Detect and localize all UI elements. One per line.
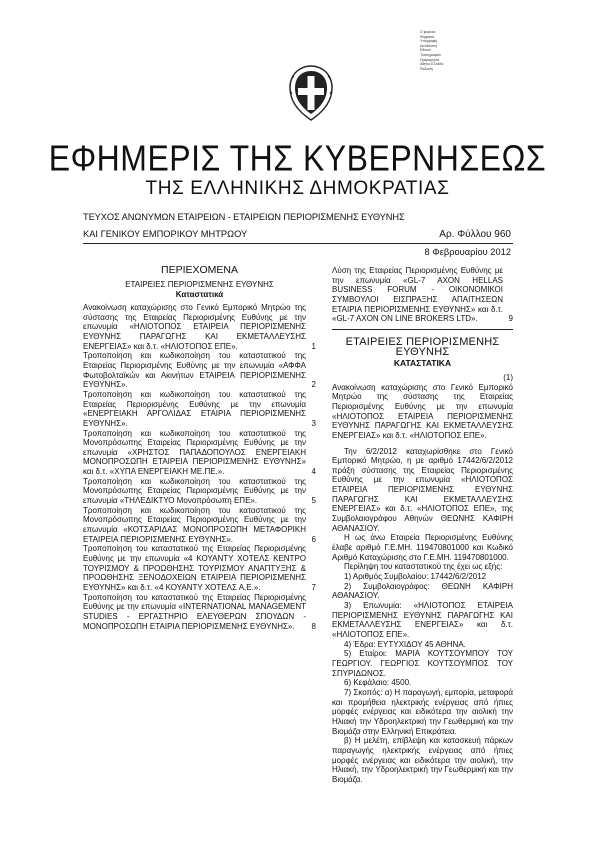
summary-item: 3) Επωνυμία: «ΗΛΙΟΤΟΠΟΣ ΕΤΑΙΡΕΙΑ ΠΕΡΙΟΡΙΣΜΕΝΗΣ ΕΥΘΥΝΗΣ ΠΑΡΑΓΩΓΗΣ ΚΑΙ ΕΚΜΕΤΑΛΛΕΥΣΗΣ ΕΝΕΡΓΕΙΑΣ» και δ.τ. «ΗΛΙΟΤΟΠΟΣ ΕΠΕ». [332, 601, 513, 639]
toc-entry[interactable] [83, 303, 316, 351]
toc-entry[interactable] [83, 593, 316, 632]
summary-item: β) Η μελέτη, επίβλεψη και κατασκευή πάρκων παραγωγής ηλεκτρικής ενέργειας από ήπιες μορφές ενέργειας και ειδικότερα την αιολική, την Ηλιακή, την Υδροηλεκτρική την Γεωθερμική και την Βιομάζα. [332, 736, 513, 784]
toc-entry-text: Λύση της Εταιρείας Περιορισμένης Ευθύνης με την επωνυμία «GL-7 AXON HELLAS BUSINESS FORUM - ΟΙΚΟΝΟΜΙΚΟΙ ΣΥΜΒΟΥΛΟΙ ΕΙΣΠΡΑΞΗΣ ΑΠΑΙΤΗΣΕΩΝ ΕΤΑΙΡΙΑ ΠΕΡΙΟΡΙΣΜΕΝΗΣ ΕΥΘΥΝΗΣ» και δ.τ. «GL-7 AXON ON LINE BROKERS LTD». [332, 266, 503, 324]
toc-entry-page: 7 [311, 583, 316, 592]
stamp-line: Υπογραφή [420, 39, 438, 44]
stamp-line: Ψηφιακά [420, 34, 435, 39]
stamp-line: Διεύθυνση [420, 43, 437, 48]
toc-entry-text: Τροποποίηση και κωδικοποίηση του καταστατικού της Εταιρείας Περιορισμένης Ευθύνης με την επωνυμία «ΕΝΕΡΓΕΙΑΚΗ ΑΡΓΟΛΙΔΑΣ ΕΤΑΙΡΙΑ ΠΕΡΙΟΡΙΣΜΕΝΗΣ ΕΥΘΥΝΗΣ». [83, 389, 306, 428]
gazette-subtitle: ΤΗΣ ΕΛΛΗΝΙΚΗΣ ΔΗΜΟΚΡΑΤΙΑΣ [145, 178, 450, 199]
digital-signature-stamp [420, 30, 480, 71]
issue-date: 8 Φεβρουαρίου 2012 [424, 247, 511, 257]
toc-entry[interactable] [83, 390, 316, 429]
issue-number: Αρ. Φύλλου 960 [439, 229, 511, 240]
summary-item: 1) Αριθμός Συμβολαίου: 17442/6/2/2012 [344, 572, 487, 582]
toc-entry-text: Ανακοίνωση καταχώρισης στο Γενικό Εμπορικό Μητρώο της σύστασης της Εταιρείας Περιορισμένης Ευθύνης με την επωνυμία «ΗΛΙΟΤΟΠΟΣ ΕΤΑΙΡΕΙΑ ΠΕΡΙΟΡΙΣΜΕΝΗΣ ΕΥΘΥΝΗΣ ΠΑΡΑΓΩΓΗΣ ΚΑΙ ΕΚΜΕΤΑΛΛΕΥΣΗΣ ΕΝΕΡΓΕΙΑΣ» και δ.τ. «ΗΛΙΟΤΟΠΟΣ ΕΠΕ». [83, 302, 306, 351]
series-line-1: ΤΕΥΧΟΣ ΑΝΩΝΥΜΩΝ ΕΤΑΙΡΕΙΩΝ - ΕΤΑΙΡΕΙΩΝ ΠΕΡΙΟΡΙΣΜΕΝΗΣ ΕΥΘΥΝΗΣ [83, 212, 405, 222]
gazette-title: ΕΦΗΜΕΡΙΣ ΤΗΣ ΚΥΒΕΡΝΗΣΕΩΣ [48, 137, 547, 179]
toc-entry-page: 4 [311, 467, 316, 477]
section-title: ΕΤΑΙΡΕΙΕΣ ΠΕΡΙΟΡΙΣΜΕΝΗΣ ΕΥΘΥΝΗΣ [345, 335, 500, 358]
toc-section: ΕΤΑΙΡΕΙΕΣ ΠΕΡΙΟΡΙΣΜΕΝΗΣ ΕΥΘΥΝΗΣ [125, 279, 274, 289]
toc-entry-text: Τροποποίηση του καταστατικού της Εταιρείας Περιορισμένης Ευθύνης με την επωνυμία «INTERNATIONAL MANAGEMENT STUDIES - ΕΡΓΑΣΤΗΡΙΟ ΕΛΕΥΘΕΡΩΝ ΣΠΟΥΔΩΝ - ΜΟΝΟΠΡΟΣΩΠΗ ΕΤΑΙΡΙΑ ΠΕΡΙΟΡΙΣΜΕΝΗΣ ΕΥΘΥΝΗΣ». [83, 592, 306, 631]
toc-entry-text: Τροποποίηση και κωδικοποίηση του καταστατικού της Εταιρείας Περιορισμένης Ευθύνης με την επωνυμία «ΑΦΦΑ Φωτοβολταϊκών και Ακινήτων ΕΤΑΙΡΕΙΑ ΠΕΡΙΟΡΙΣΜΕΝΗΣ ΕΥΘΥΝΗΣ». [83, 351, 306, 390]
stamp-line: Ημερομηνία [420, 57, 440, 62]
stamp-line: Ο φορέας [420, 30, 436, 34]
toc-entry-text: Τροποποίηση και κωδικοποίηση του καταστατικού της Μονοπρόσωπης Εταιρείας Περιορισμένης Ευθύνης με την επωνυμία «ΚΟΤΣΑΡΙΔΑΣ ΜΟΝΟΠΡΟΣΩΠΗ ΜΕΤΑΦΟΡΙΚΗ ΕΤΑΙΡΕΙΑ ΠΕΡΙΟΡΙΣΜΕΝΗΣ ΕΥΘΥΝΗΣ». [83, 505, 306, 544]
header-rule [83, 243, 513, 244]
toc-entry-page: 2 [311, 380, 316, 390]
toc-entry[interactable] [83, 506, 316, 545]
toc-column [83, 266, 316, 631]
greek-coat-of-arms-icon [286, 64, 336, 122]
toc-entry-continued[interactable] [332, 266, 513, 324]
notice-number: (1) [503, 372, 513, 382]
body-column [332, 266, 513, 784]
stamp-line: Τυπογραφείο [420, 52, 441, 57]
toc-entry[interactable] [83, 477, 316, 506]
toc-subsection: Καταστατικά [175, 290, 224, 300]
toc-entry-page: 8 [311, 621, 316, 631]
toc-entry-page: 1 [311, 341, 316, 351]
toc-entry-text: Τροποποίηση του καταστατικού της Εταιρείας Περιορισμένης Ευθύνης με την επωνυμία «4 ΚΟΥΑΝΤΥ ΧΟΤΕΛΣ ΚΕΝΤΡΟ ΤΟΥΡΙΣΜΟΥ & ΠΡΟΩΘΗΣΗΣ ΤΟΥΡΙΣΜΟΥ ΑΝΑΠΤΥΞΗΣ & ΠΡΟΩΘΗΣΗΣ ΞΕΝΟΔΟΧΕΙΩΝ ΕΤΑΙΡΕΙΑ ΠΕΡΙΟΡΙΣΜΕΝΗΣ ΕΥΘΥΝΗΣ» και δ.τ. «4 ΚΟΥΑΝΤΥ ΧΟΤΕΛΣ Α.Ε.». [83, 544, 306, 592]
toc-entry-text: Τροποποίηση και κωδικοποίηση του καταστατικού της Μονοπρόσωπης Εταιρείας Περιορισμένης Ευθύνης με την επωνυμία «ΤΗΛΕΔΙΚΤΥΟ Μονοπρόσωπη ΕΠΕ». [83, 476, 306, 506]
toc-entry-page: 3 [311, 418, 316, 428]
notice-paragraph: Η ως άνω Εταιρεία Περιορισμένης Ευθύνης έλαβε αριθμό Γ.Ε.ΜΗ. 119470801000 και Κωδικό Αριθμό Καταχώρισης στο Γ.Ε.ΜΗ. 119470801000. [332, 533, 513, 562]
toc-end-rule [332, 329, 513, 330]
toc-entry-page: 5 [311, 496, 316, 506]
summary-item: 6) Κεφάλαιο: 4500. [344, 678, 412, 688]
notice-heading: Ανακοίνωση καταχώρισης στο Γενικό Εμπορικό Μητρώο της σύστασης της Εταιρείας Περιορισμένης Ευθύνης με την επωνυμία «ΗΛΙΟΤΟΠΟΣ ΕΤΑΙΡΕΙΑ ΠΕΡΙΟΡΙΣΜΕΝΗΣ ΕΥΘΥΝΗΣ ΠΑΡΑΓΩΓΗΣ ΚΑΙ ΕΚΜΕΤΑΛΛΕΥΣΗΣ ΕΝΕΡΓΕΙΑΣ» και δ.τ. «ΗΛΙΟΤΟΠΟΣ ΕΠΕ». [332, 382, 513, 440]
notice-paragraph: Την 6/2/2012 καταχωρίσθηκε στο Γενικό Εμπορικό Μητρώο, η με αριθμό 17442/6/2/2012 πράξη σύστασης της Εταιρείας Περιορισμένης Ευθύνης με την επωνυμία «ΗΛΙΟΤΟΠΟΣ ΕΤΑΙΡΕΙΑ ΠΕΡΙΟΡΙΣΜΕΝΗΣ ΕΥΘΥΝΗΣ ΠΑΡΑΓΩΓΗΣ ΚΑΙ ΕΚΜΕΤΑΛΛΕΥΣΗΣ ΕΝΕΡΓΕΙΑΣ» και δ.τ. «ΗΛΙΟΤΟΠΟΣ ΕΠΕ», της Συμβολαιογράφου Αθηνών ΘΕΩΝΗΣ ΚΑΦΙΡΗ ΑΘΑΝΑΣΙΟΥ. [332, 446, 513, 533]
summary-item: 4) Έδρα: ΕΥΤΥΧΙΔΟΥ 45 ΑΘΗΝΑ. [344, 639, 466, 649]
toc-entry[interactable] [83, 544, 316, 592]
toc-entry-page: 6 [311, 534, 316, 544]
toc-entry-page: 9 [508, 314, 513, 324]
notice-paragraph: Περίληψη του καταστατικού της έχει ως εξής: [344, 562, 503, 572]
toc-entry-text: Τροποποίηση και κωδικοποίηση του καταστατικού της Μονοπρόσωπης Εταιρείας Περιορισμένης Ευθύνης με την επωνυμία «ΧΡΗΣΤΟΣ ΠΑΠΑΔΟΠΟΥΛΟΣ ΕΝΕΡΓΕΙΑΚΗ ΜΟΝΟΠΡΟΣΩΠΗ ΕΤΑΙΡΕΙΑ ΠΕΡΙΟΡΙΣΜΕΝΗΣ ΕΥΘΥΝΗΣ» και δ.τ. «ΧΥΠΑ ΕΝΕΡΓΕΙΑΚΗ ΜΕ.ΠΕ.». [83, 428, 306, 477]
stamp-line: Έκδοση [420, 66, 433, 71]
summary-item: 5) Εταίροι: ΜΑΡΙΑ ΚΟΥΤΣΟΥΜΠΟΥ ΤΟΥ ΓΕΩΡΓΙΟΥ. ΓΕΩΡΓΙΟΣ ΚΟΥΤΣΟΥΜΠΟΣ ΤΟΥ ΣΠΥΡΙΔΩΝΟΣ. [332, 649, 513, 678]
stamp-line: Αθήνα Ελλάδα [420, 62, 444, 67]
stamp-line: Εθνικό [420, 48, 431, 53]
summary-item: 7) Σκοπός: α) Η παραγωγή, εμπορία, μεταφορά και προμήθεια ηλεκτρικής ενέργειας από ήπιες μορφές ενέργειας και ειδικότερα την αιολική την Ηλιακή την Υδροηλεκτρική την Γεωθερμική και την Βιομάζα στην Ελληνική Επικράτεια. [332, 687, 513, 736]
series-line-2: ΚΑΙ ΓΕΝΙΚΟΥ ΕΜΠΟΡΙΚΟΥ ΜΗΤΡΩΟΥ [83, 229, 248, 239]
toc-title: ΠΕΡΙΕΧΟΜΕΝΑ [160, 264, 239, 276]
section-subtitle: ΚΑΤΑΣΤΑΤΙΚΑ [393, 358, 452, 369]
summary-item: 2) Συμβολαιογράφος: ΘΕΩΝΗ ΚΑΦΙΡΗ ΑΘΑΝΑΣΙΟΥ. [332, 581, 513, 601]
toc-entry[interactable] [83, 351, 316, 390]
toc-entry[interactable] [83, 429, 316, 477]
